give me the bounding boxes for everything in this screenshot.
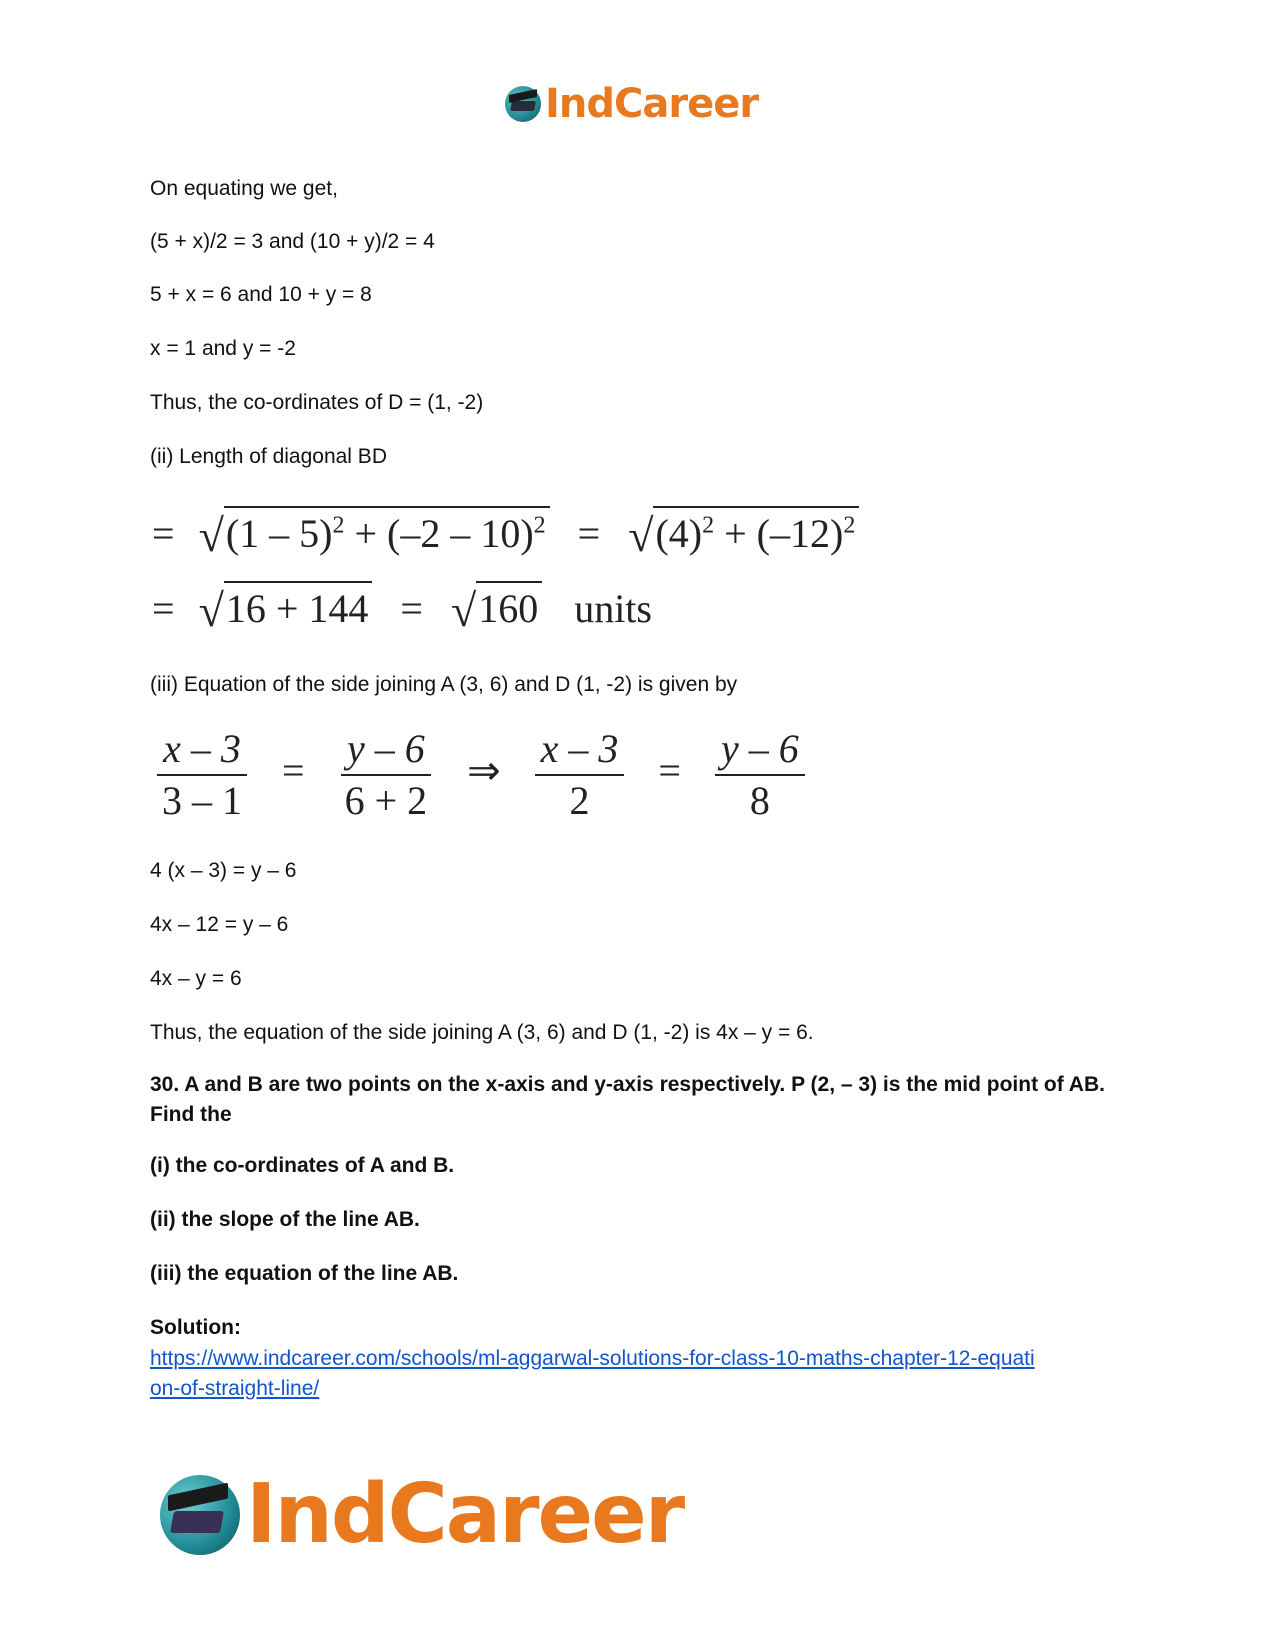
text-line: On equating we get, xyxy=(150,177,338,200)
logo-text: IndCareer xyxy=(545,81,759,127)
text-line: Thus, the co-ordinates of D = (1, -2) xyxy=(150,391,484,414)
equals-sign: = xyxy=(400,586,423,631)
globe-logo-icon xyxy=(160,1475,240,1555)
term: + (–12) xyxy=(724,511,844,556)
fraction xyxy=(535,724,625,826)
equals-sign: = xyxy=(658,748,681,794)
numerator: y – 6 xyxy=(715,724,805,776)
text-line: x = 1 and y = -2 xyxy=(150,337,296,360)
equals-sign: = xyxy=(577,511,601,556)
denominator: 2 xyxy=(569,778,590,823)
sqrt-expression: √(1 – 5)$^2$ + (–2 – 10)$^2$ xyxy=(199,505,550,558)
exponent: 2 xyxy=(702,512,715,539)
term: 160 xyxy=(476,581,542,632)
numerator: x – 3 xyxy=(157,724,247,776)
text-line: (iii) Equation of the side joining A (3, 6) and D (1, -2) is given by xyxy=(150,673,738,696)
question-part-ii: (ii) the slope of the line AB. xyxy=(150,1208,420,1231)
term: (4) xyxy=(655,511,703,556)
fraction xyxy=(339,724,434,826)
denominator: 6 + 2 xyxy=(344,778,428,823)
math-line-equation xyxy=(150,724,811,826)
text-line: 5 + x = 6 and 10 + y = 8 xyxy=(150,283,372,306)
footer-logo xyxy=(160,1467,684,1562)
sqrt-expression: √160 xyxy=(451,580,542,633)
question-part-i: (i) the co-ordinates of A and B. xyxy=(150,1154,455,1177)
text-line: (5 + x)/2 = 3 and (10 + y)/2 = 4 xyxy=(150,230,435,253)
equals-sign: = xyxy=(152,586,175,631)
implies-arrow: ⇒ xyxy=(467,748,501,794)
fraction xyxy=(156,724,248,826)
exponent: 2 xyxy=(533,512,546,539)
question-30: 30. A and B are two points on the x-axis and y-axis respectively. P (2, – 3) is the mid point of AB. Find the xyxy=(150,1073,1105,1126)
fraction xyxy=(715,724,805,826)
equals-sign: = xyxy=(282,748,305,794)
text-line: Thus, the equation of the side joining A (3, 6) and D (1, -2) is 4x – y = 6. xyxy=(150,1021,814,1044)
term: 16 + 144 xyxy=(224,581,373,632)
text-line: (ii) Length of diagonal BD xyxy=(150,445,387,468)
text-line: 4x – y = 6 xyxy=(150,967,242,990)
link-text-line1: https://www.indcareer.com/schools/ml-aggarwal-solutions-for-class-10-maths-chapter-12-equati xyxy=(150,1347,1035,1370)
math-distance-row2 xyxy=(152,580,652,636)
solution-link[interactable] xyxy=(150,1347,1035,1400)
sqrt-expression: √16 + 144 xyxy=(199,580,373,633)
numerator: y – 6 xyxy=(341,724,431,776)
equals-sign: = xyxy=(152,511,175,556)
term: (1 – 5) xyxy=(225,511,333,556)
header-logo xyxy=(505,82,758,126)
text-line: 4 (x – 3) = y – 6 xyxy=(150,859,297,882)
exponent: 2 xyxy=(843,512,856,539)
denominator: 8 xyxy=(749,778,770,823)
numerator: x – 3 xyxy=(535,724,625,776)
sqrt-expression: $√(4)^2 + (-12)^2$ xyxy=(628,505,859,558)
solution-link-block xyxy=(150,1344,1035,1404)
term: + (–2 – 10) xyxy=(354,511,534,556)
link-text-line2: on-of-straight-line/ xyxy=(150,1377,320,1400)
logo-text: IndCareer xyxy=(246,1467,684,1562)
denominator: 3 – 1 xyxy=(162,778,242,823)
units-label: units xyxy=(574,586,652,631)
math-distance-row1 xyxy=(152,505,859,561)
exponent: 2 xyxy=(332,512,345,539)
question-part-iii: (iii) the equation of the line AB. xyxy=(150,1262,459,1285)
globe-logo-icon xyxy=(505,86,541,122)
solution-label: Solution: xyxy=(150,1316,241,1339)
text-line: 4x – 12 = y – 6 xyxy=(150,913,289,936)
